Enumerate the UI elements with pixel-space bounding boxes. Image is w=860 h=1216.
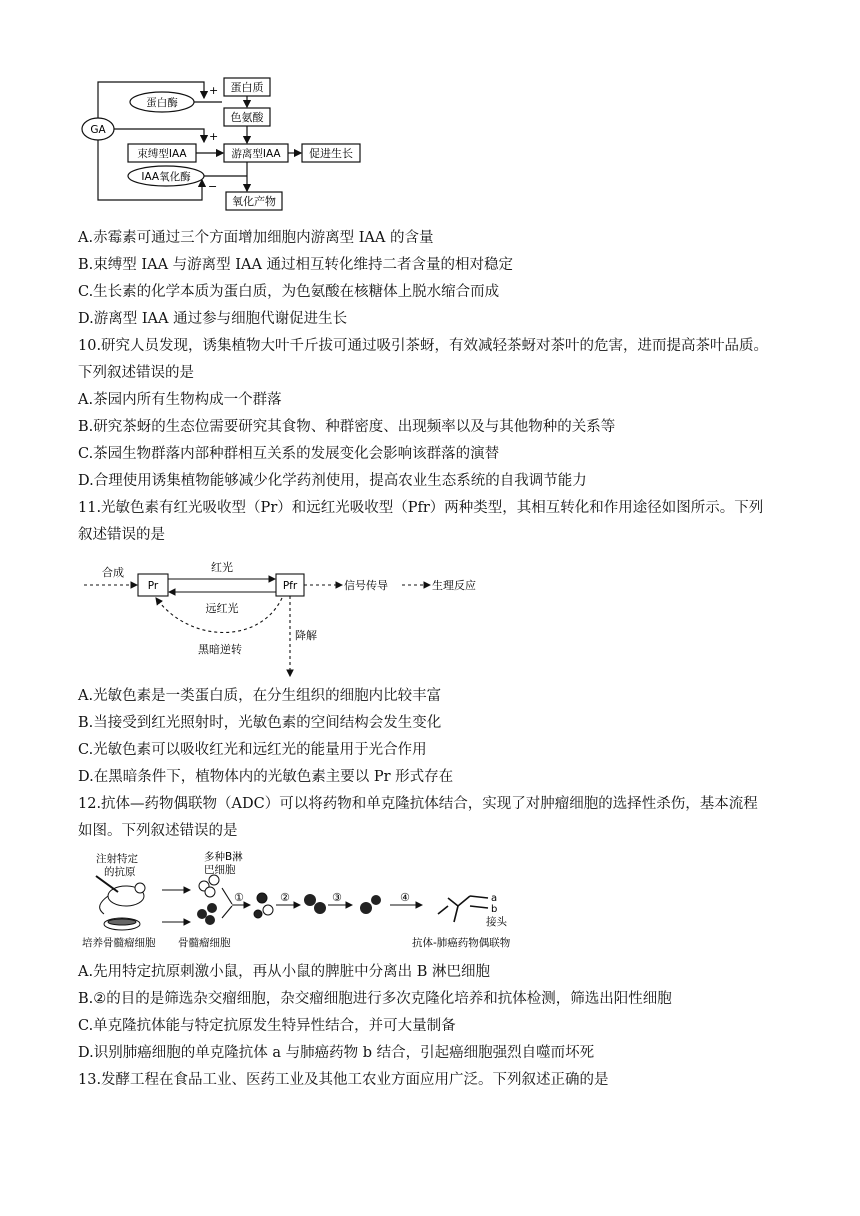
antibody-cells-icon	[360, 895, 381, 914]
ga-iaa-diagram	[76, 72, 376, 218]
adc-product-label: 抗体-肺癌药物偶联物	[412, 937, 511, 949]
myeloma-label: 骨髓瘤细胞	[178, 937, 231, 949]
plus-sign-2: +	[209, 130, 219, 143]
a-label: a	[491, 893, 498, 904]
step-3-label: ③	[332, 891, 342, 904]
inject-label-1: 注射特定	[96, 853, 138, 865]
q11-option-c: C.光敏色素可以吸收红光和远红光的能量用于光合作用	[78, 742, 427, 758]
q13-stem: 13.发酵工程在食品工业、医药工业及其他工农业方面应用广泛。下列叙述正确的是	[78, 1072, 609, 1088]
q12-stem-2: 如图。下列叙述错误的是	[78, 823, 238, 839]
q11-option-a: A.光敏色素是一类蛋白质，在分生组织的细胞内比较丰富	[78, 688, 442, 704]
q10-option-d: D.合理使用诱集植物能够减少化学药剂使用，提高农业生态系统的自我调节能力	[78, 473, 587, 489]
iaa-oxidase-label: IAA氧化酶	[141, 171, 191, 183]
hybridoma-cells-icon	[304, 894, 326, 914]
q11-option-d: D.在黑暗条件下，植物体内的光敏色素主要以 Pr 形式存在	[78, 769, 454, 785]
q10-stem-1: 10.研究人员发现，诱集植物大叶千斤拔可通过吸引茶蚜，有效减轻茶蚜对茶叶的危害，进而提高茶叶品质。	[78, 338, 769, 354]
synth-label: 合成	[102, 566, 124, 579]
q10-stem-2: 下列叙述错误的是	[78, 365, 194, 381]
q11-option-b: B.当接受到红光照射时，光敏色素的空间结构会发生变化	[78, 715, 442, 731]
step-4-label: ④	[400, 891, 410, 904]
q10-option-a: A.茶园内所有生物构成一个群落	[78, 392, 282, 408]
adc-antibody-icon	[438, 896, 488, 922]
q9-option-c: C.生长素的化学本质为蛋白质，为色氨酸在核糖体上脱水缩合而成	[78, 284, 500, 300]
trp-label: 色氨酸	[230, 111, 264, 124]
fused-cells-icon	[254, 893, 273, 918]
pfr-label: Pfr	[282, 580, 298, 592]
q10-option-b: B.研究茶蚜的生态位需要研究其食物、种群密度、出现频率以及与其他物种的关系等	[78, 419, 616, 435]
q9-option-b: B.束缚型 IAA 与游离型 IAA 通过相互转化维持二者含量的相对稳定	[78, 257, 514, 273]
inject-label-2: 的抗原	[104, 866, 136, 878]
promote-label: 促进生长	[309, 147, 353, 160]
minus-sign: −	[208, 180, 218, 193]
q9-option-d: D.游离型 IAA 通过参与细胞代谢促进生长	[78, 311, 348, 327]
protease-label: 蛋白酶	[146, 97, 178, 109]
red-light-label: 红光	[211, 561, 233, 574]
q12-option-b: B.②的目的是筛选杂交瘤细胞，杂交瘤细胞进行多次克隆化培养和抗体检测，筛选出阳性细胞	[78, 991, 672, 1007]
culture-dish-icon	[104, 918, 140, 930]
q12-option-d: D.识别肺癌细胞的单克隆抗体 a 与肺癌药物 b 结合，引起癌细胞强烈自噬而坏死	[78, 1045, 595, 1061]
oxidation-label: 氧化产物	[232, 195, 276, 208]
joint-label: 接头	[486, 916, 507, 928]
free-iaa-label: 游离型IAA	[231, 148, 281, 160]
myeloma-cells-icon	[197, 903, 217, 925]
q11-stem-2: 叙述错误的是	[78, 527, 165, 543]
dark-reversion-label: 黑暗逆转	[198, 643, 242, 656]
plus-sign-1: +	[209, 84, 219, 97]
signal-label: 信号传导	[344, 579, 388, 592]
bound-iaa-label: 束缚型IAA	[137, 148, 187, 160]
q10-option-c: C.茶园生物群落内部种群相互关系的发展变化会影响该群落的演替	[78, 446, 500, 462]
response-label: 生理反应	[432, 579, 476, 592]
bcell-label-1: 多种B淋	[204, 851, 243, 863]
step-1-label: ①	[234, 891, 244, 904]
b-label: b	[491, 904, 498, 915]
phytochrome-diagram	[80, 552, 500, 680]
q12-option-c: C.单克隆抗体能与特定抗原发生特异性结合，并可大量制备	[78, 1018, 456, 1034]
q11-stem-1: 11.光敏色素有红光吸收型（Pr）和远红光吸收型（Pfr）两种类型，其相互转化和作用途径如图所示。下列	[78, 500, 764, 516]
mouse-icon	[96, 876, 145, 914]
adc-workflow-diagram	[78, 848, 538, 952]
degrade-label: 降解	[295, 629, 317, 642]
far-red-label: 远红光	[205, 602, 239, 615]
step-2-label: ②	[280, 891, 290, 904]
culture-label: 培养骨髓瘤细胞	[82, 937, 156, 949]
ga-label: GA	[90, 124, 106, 136]
q12-option-a: A.先用特定抗原刺激小鼠，再从小鼠的脾脏中分离出 B 淋巴细胞	[78, 964, 490, 980]
q12-stem-1: 12.抗体—药物偶联物（ADC）可以将药物和单克隆抗体结合，实现了对肿瘤细胞的选择性杀伤，基本流程	[78, 796, 758, 812]
pr-label: Pr	[147, 580, 159, 592]
q9-option-a: A.赤霉素可通过三个方面增加细胞内游离型 IAA 的含量	[78, 230, 434, 246]
protein-label: 蛋白质	[230, 81, 264, 94]
bcell-label-2: 巴细胞	[204, 864, 236, 876]
b-cells-icon	[199, 875, 219, 897]
